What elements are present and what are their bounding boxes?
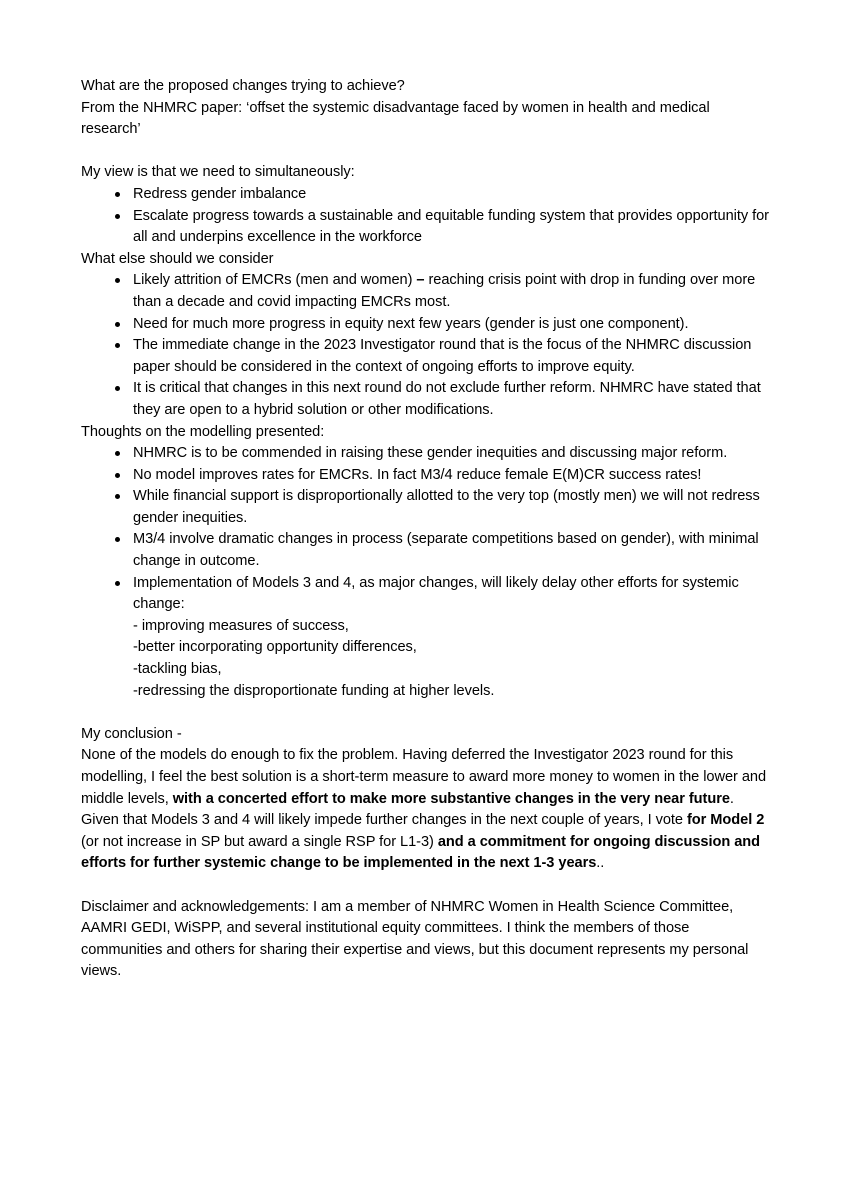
conclusion-text: None of the models do enough to fix the problem. Having deferred the Investigator 2023 round for this modelling, I feel the best solution is a short-term measure to award more money to women in the lower and middle levels, (81, 747, 767, 807)
modelling-heading: Thoughts on the modelling presented: (81, 423, 325, 440)
view-heading: My view is that we need to simultaneously: (81, 164, 355, 181)
sub-item: - improving measures of success, (133, 617, 349, 634)
conclusion-text: (or not increase in SP but award a single RSP for L1-3) (81, 833, 438, 850)
list-item: It is critical that changes in this next round do not exclude further reform. NHMRC have stated that they are open to a hybrid solution or other modifications. (81, 378, 769, 421)
spacer (81, 702, 769, 724)
consider-bullet-list (81, 270, 769, 421)
bullet-text: reaching crisis point with drop in funding over more than a decade and covid impacting EMCRs most. (133, 272, 756, 310)
list-item: M3/4 involve dramatic changes in process (separate competitions based on gender), with minimal change in outcome. (81, 529, 769, 572)
list-item (81, 573, 769, 703)
sub-item: -better incorporating opportunity differences, (133, 639, 417, 656)
spacer (81, 875, 769, 897)
sub-item: -tackling bias, (133, 661, 222, 678)
intro-quote: From the NHMRC paper: ‘offset the systemic disadvantage faced by women in health and medical research’ (81, 99, 710, 138)
spacer (81, 141, 769, 163)
conclusion-bold: with a concerted effort to make more substantive changes in the very near future (172, 790, 730, 807)
bullet-text: Likely attrition of EMCRs (men and women) (133, 272, 417, 289)
list-item: The immediate change in the 2023 Investigator round that is the focus of the NHMRC discussion paper should be considered in the context of ongoing efforts to improve equity. (81, 335, 769, 378)
disclaimer-paragraph: Disclaimer and acknowledgements: I am a member of NHMRC Women in Health Science Committee, AAMRI GEDI, WiSPP, and several institutional equity committees. I think the members of those communities and others for sharing their expertise and views, but this document represents my personal views. (81, 898, 749, 980)
view-bullet-list (81, 184, 769, 249)
bullet-text: Implementation of Models 3 and 4, as major changes, will likely delay other efforts for systemic change: (133, 574, 739, 613)
list-item: Escalate progress towards a sustainable and equitable funding system that provides opportunity for all and underpins excellence in the workforce (81, 206, 769, 249)
list-item: NHMRC is to be commended in raising these gender inequities and discussing major reform. (81, 443, 769, 465)
sub-item: -redressing the disproportionate funding at higher levels. (133, 682, 495, 699)
conclusion-heading: My conclusion - (81, 725, 182, 742)
list-item: Redress gender imbalance (81, 184, 769, 206)
list-item: Need for much more progress in equity next few years (gender is just one component). (81, 314, 769, 336)
list-item (81, 270, 769, 313)
bold-dash: – (416, 272, 425, 289)
conclusion-bold: and a commitment for ongoing discussion and efforts for further systemic change to be implemented in the next 1-3 years (81, 833, 761, 872)
consider-heading: What else should we consider (81, 250, 274, 267)
conclusion-paragraph (81, 745, 769, 875)
conclusion-bold: for Model 2 (687, 812, 765, 829)
conclusion-text: .. (596, 855, 605, 872)
modelling-bullet-list (81, 443, 769, 702)
list-item: While financial support is disproportionally allotted to the very top (mostly men) we will not redress gender inequities. (81, 486, 769, 529)
intro-question: What are the proposed changes trying to achieve? (81, 78, 405, 94)
list-item: No model improves rates for EMCRs. In fact M3/4 reduce female E(M)CR success rates! (81, 465, 769, 487)
conclusion-text: . Given that Models 3 and 4 will likely impede further changes in the next couple of years, I vote (81, 790, 734, 829)
